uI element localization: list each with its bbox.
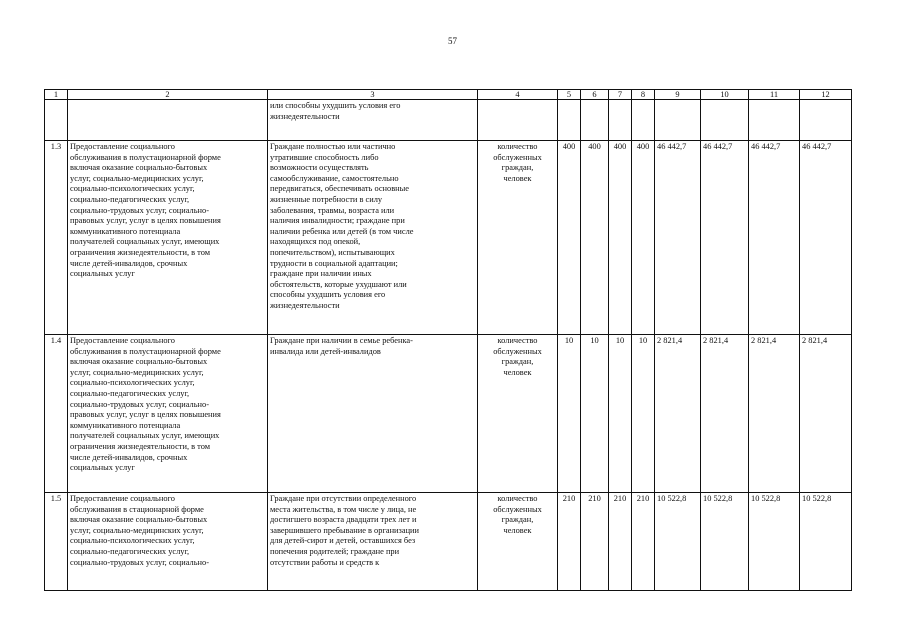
row-number: 1.5 — [45, 493, 68, 591]
column-header: 2 — [68, 90, 268, 100]
amount-cell: 10 522,8 — [701, 493, 749, 591]
services-table — [44, 89, 852, 591]
amount-cell: 2 821,4 — [749, 335, 800, 493]
value-cell: 400 — [581, 141, 609, 335]
table-cell — [478, 100, 558, 141]
table-row — [45, 335, 852, 493]
table-cell — [749, 100, 800, 141]
column-header: 3 — [268, 90, 478, 100]
column-header: 12 — [800, 90, 852, 100]
table-cell — [632, 100, 655, 141]
column-header: 5 — [558, 90, 581, 100]
table-cell — [45, 100, 68, 141]
amount-cell: 2 821,4 — [800, 335, 852, 493]
amount-cell: 46 442,7 — [701, 141, 749, 335]
value-cell: 400 — [632, 141, 655, 335]
amount-cell: 10 522,8 — [749, 493, 800, 591]
column-header: 9 — [655, 90, 701, 100]
recipients-cell: или способны ухудшить условия его жизнедеятельности — [268, 100, 478, 141]
amount-cell: 46 442,7 — [655, 141, 701, 335]
value-cell: 210 — [581, 493, 609, 591]
row-number: 1.3 — [45, 141, 68, 335]
table-cell — [701, 100, 749, 141]
table-cell — [800, 100, 852, 141]
table-row-continuation — [45, 100, 852, 141]
value-cell: 10 — [581, 335, 609, 493]
table-cell — [558, 100, 581, 141]
table-cell — [655, 100, 701, 141]
value-cell: 400 — [609, 141, 632, 335]
table-cell — [68, 100, 268, 141]
unit-cell: количество обслуженных граждан, человек — [478, 493, 558, 591]
table-row — [45, 141, 852, 335]
column-header: 7 — [609, 90, 632, 100]
recipients-cell: Граждане при отсутствии определенного места жительства, в том числе у лица, не достигшего возраста двадцати трех лет и завершившего пребывание в организации для детей-сирот и детей, оставшихся без попечения родителей; граждане при отсутствии работы и средств к — [268, 493, 478, 591]
recipients-cell: Граждане полностью или частично утратившие способность либо возможности осуществлять самообслуживание, самостоятельно передвигаться, обеспечивать основные жизненные потребности в силу заболевания, травмы, возраста или наличия инвалидности; граждане при наличии ребенка или детей (в том числе находящихся под опекой, попечительством), испытывающих трудности в социальной адаптации; граждане при наличии иных обстоятельств, которые ухудшают или способны ухудшить условия его жизнедеятельности — [268, 141, 478, 335]
column-header: 4 — [478, 90, 558, 100]
unit-cell: количество обслуженных граждан, человек — [478, 141, 558, 335]
table-cell — [609, 100, 632, 141]
value-cell: 10 — [558, 335, 581, 493]
column-header: 1 — [45, 90, 68, 100]
amount-cell: 2 821,4 — [655, 335, 701, 493]
amount-cell: 2 821,4 — [701, 335, 749, 493]
value-cell: 10 — [609, 335, 632, 493]
row-number: 1.4 — [45, 335, 68, 493]
amount-cell: 10 522,8 — [800, 493, 852, 591]
value-cell: 400 — [558, 141, 581, 335]
amount-cell: 10 522,8 — [655, 493, 701, 591]
column-header: 6 — [581, 90, 609, 100]
unit-cell: количество обслуженных граждан, человек — [478, 335, 558, 493]
amount-cell: 46 442,7 — [800, 141, 852, 335]
value-cell: 210 — [558, 493, 581, 591]
value-cell: 210 — [632, 493, 655, 591]
amount-cell: 46 442,7 — [749, 141, 800, 335]
column-header: 11 — [749, 90, 800, 100]
service-name-cell: Предоставление социального обслуживания в полустационарной форме включая оказание социально-бытовых услуг, социально-медицинских услуг, социально-психологических услуг, социально-педагогических услуг, социально-трудовых услуг, социально- правовых услуг, услуг в целях повышения коммуникативного потенциала получателей социальных услуг, имеющих ограничения жизнедеятельности, в том числе детей-инвалидов, срочных социальных услуг — [68, 141, 268, 335]
column-header-row — [45, 90, 852, 100]
recipients-cell: Граждане при наличии в семье ребенка- инвалида или детей-инвалидов — [268, 335, 478, 493]
column-header: 10 — [701, 90, 749, 100]
table-row — [45, 493, 852, 591]
service-name-cell: Предоставление социального обслуживания в стационарной форме включая оказание социально-бытовых услуг, социально-медицинских услуг, социально-психологических услуг, социально-педагогических услуг, социально-трудовых услуг, социально- — [68, 493, 268, 591]
service-name-cell: Предоставление социального обслуживания в полустационарной форме включая оказание социально-бытовых услуг, социально-медицинских услуг, социально-психологических услуг, социально-педагогических услуг, социально-трудовых услуг, социально- правовых услуг, услуг в целях повышения коммуникативного потенциала получателей социальных услуг, имеющих ограничения жизнедеятельности, в том числе детей-инвалидов, срочных социальных услуг — [68, 335, 268, 493]
table-cell — [581, 100, 609, 141]
value-cell: 10 — [632, 335, 655, 493]
page-number: 57 — [448, 36, 457, 46]
value-cell: 210 — [609, 493, 632, 591]
column-header: 8 — [632, 90, 655, 100]
